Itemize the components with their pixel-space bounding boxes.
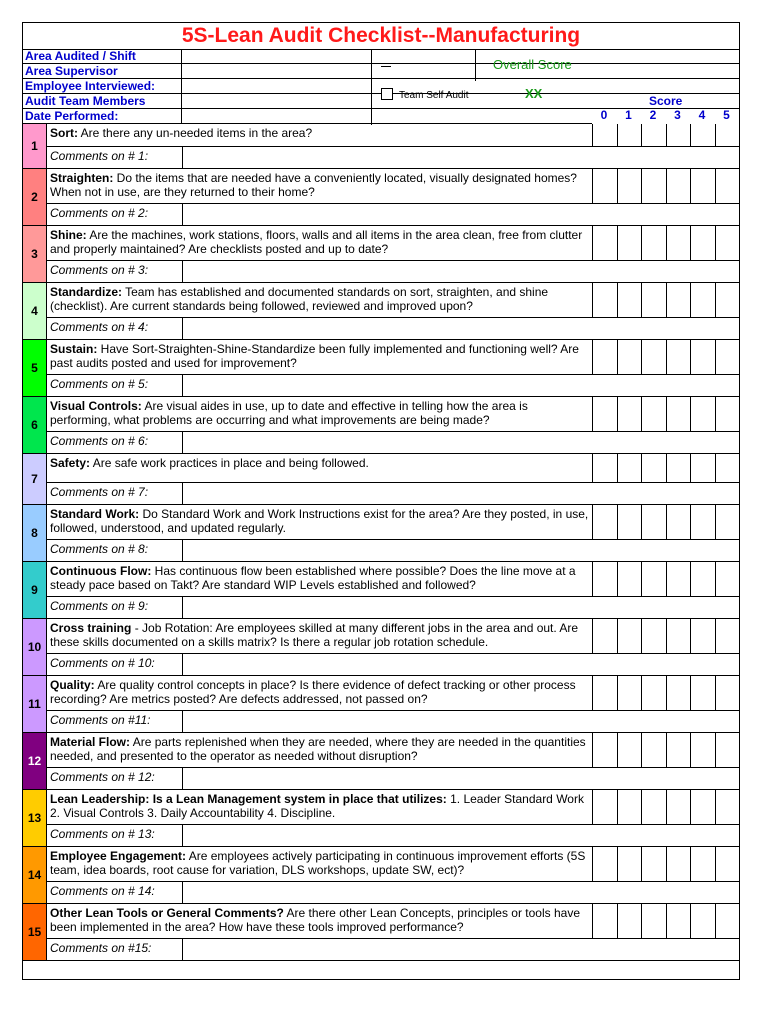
item-comment-input[interactable] [182, 939, 183, 960]
score-cell-border [592, 505, 593, 539]
score-cell-border [666, 226, 667, 260]
score-cell-border [690, 562, 691, 596]
score-cell-border [715, 619, 716, 653]
item-comment-label: Comments on # 10: [50, 656, 155, 670]
score-cell-border [592, 904, 593, 938]
item-question-text: 1. Leader Standard Work 2. Visual Controls 3. Daily Accountability 4. Discipline. [50, 792, 584, 820]
score-cell-border [617, 340, 618, 374]
item-number: 12 [23, 733, 47, 790]
item-question-title: Cross training [50, 621, 132, 635]
item-score-cells[interactable] [592, 124, 739, 147]
header-field-input[interactable] [181, 49, 372, 63]
item-number-divider [23, 283, 47, 340]
item-score-cells[interactable] [592, 733, 739, 768]
item-question [47, 226, 592, 261]
item-question-text: Are parts replenished when they are needed, where they are needed in the quantities needed, and presented to the operator as needed without disruption? [50, 735, 586, 763]
score-cell-border [617, 169, 618, 203]
score-cell-border [690, 124, 691, 146]
item-question-title: Shine: [50, 228, 87, 242]
item-number-divider [23, 619, 47, 676]
score-cell-border [690, 397, 691, 431]
score-cell-border [641, 226, 642, 260]
score-column-header: 2 [649, 108, 657, 122]
item-comment-input[interactable] [182, 483, 183, 504]
score-cell-border [690, 340, 691, 374]
score-cell-border [666, 562, 667, 596]
item-question-text: Are there other Lean Concepts, principles or tools have been implemented in the area? How have these tools improved performance? [50, 906, 581, 934]
score-cell-border [617, 790, 618, 824]
item-number: 7 [23, 454, 47, 505]
item-comment-input[interactable] [182, 825, 183, 846]
item-score-cells[interactable] [592, 904, 739, 939]
score-cell-border [617, 904, 618, 938]
score-cell-border [666, 169, 667, 203]
score-cell-border [690, 733, 691, 767]
item-comment-input[interactable] [182, 711, 183, 732]
item-number: 13 [23, 790, 47, 847]
item-question-text: Do Standard Work and Work Instructions exist for the area? Are they posted, in use, followed, understood, and updated regularly. [50, 507, 589, 535]
item-comment-row [47, 147, 739, 169]
score-cell-border [690, 619, 691, 653]
item-question-title: Lean Leadership: Is a Lean Management system in place that utilizes: [50, 792, 447, 806]
header-field-label: Audit Team Members [25, 94, 146, 108]
item-comment-row [47, 483, 739, 505]
item-question-title: Sustain: [50, 342, 98, 356]
item-comment-input[interactable] [182, 204, 183, 225]
item-question-title: Sort: [50, 126, 78, 140]
item-comment-row [47, 711, 739, 733]
item-score-cells[interactable] [592, 397, 739, 432]
header-field-input[interactable] [181, 109, 372, 123]
item-question [47, 124, 592, 147]
item-comment-label: Comments on # 3: [50, 263, 149, 277]
item-comment-label: Comments on # 6: [50, 434, 149, 448]
item-comment-row [47, 432, 739, 454]
score-column-header: 3 [674, 108, 681, 122]
item-comment-row [47, 825, 739, 847]
score-cell-border [641, 124, 642, 146]
item-number-divider [23, 226, 47, 283]
item-question-text: Are safe work practices in place and being followed. [90, 456, 369, 470]
overall-score-label: Overall Score [493, 57, 572, 72]
score-cell-border [617, 454, 618, 482]
item-question-title: Employee Engagement: [50, 849, 187, 863]
item-number: 10 [23, 619, 47, 676]
item-number: 9 [23, 562, 47, 619]
item-question-text: Team has established and documented standards on sort, straighten, and shine (checklist). Are current standards being followed, reviewed and improved upon? [50, 285, 549, 313]
score-cell-border [715, 169, 716, 203]
score-column-header: 0 [600, 108, 608, 122]
item-question [47, 847, 592, 882]
score-cell-border [690, 847, 691, 881]
header-field-input[interactable] [181, 94, 372, 108]
item-number: 8 [23, 505, 47, 562]
score-cell-border [666, 505, 667, 539]
score-cell-border [641, 454, 642, 482]
item-comment-row [47, 768, 739, 790]
item-comment-label: Comments on # 14: [50, 884, 155, 898]
score-cell-border [715, 124, 716, 146]
item-comment-input[interactable] [182, 540, 183, 561]
score-cell-border [666, 790, 667, 824]
item-comment-label: Comments on # 2: [50, 206, 149, 220]
item-number-divider [23, 733, 47, 790]
item-number: 1 [23, 124, 47, 169]
score-cell-border [690, 169, 691, 203]
audit-sheet [22, 22, 740, 980]
score-cell-border [666, 847, 667, 881]
score-cell-border [666, 733, 667, 767]
score-cell-border [666, 454, 667, 482]
item-score-cells[interactable] [592, 454, 739, 483]
item-number: 2 [23, 169, 47, 226]
item-comment-label: Comments on # 8: [50, 542, 149, 556]
item-comment-row [47, 597, 739, 619]
item-question [47, 904, 592, 939]
score-cell-border [641, 505, 642, 539]
score-cell-border [690, 505, 691, 539]
item-question [47, 619, 592, 654]
score-cell-border [715, 397, 716, 431]
item-comment-label: Comments on # 5: [50, 377, 149, 391]
header-field-input[interactable] [181, 64, 372, 78]
header-divider [371, 49, 372, 125]
item-comment-label: Comments on # 7: [50, 485, 149, 499]
item-comment-input[interactable] [182, 318, 183, 339]
item-comment-label: Comments on #11: [50, 713, 151, 727]
score-cell-border [617, 124, 618, 146]
item-comment-row [47, 882, 739, 904]
score-cell-border [666, 904, 667, 938]
item-comment-row [47, 540, 739, 562]
item-comment-row [47, 204, 739, 226]
item-number-divider [23, 397, 47, 454]
score-cell-border [617, 733, 618, 767]
item-comment-input[interactable] [182, 768, 183, 789]
item-comment-input[interactable] [182, 654, 183, 675]
item-question-text: - Job Rotation: Are employees skilled at many different jobs in the area and out. Are these skills documented on a skills matrix? Is there a regular job rotation schedule. [50, 621, 579, 649]
score-column-header: 5 [723, 108, 730, 122]
score-cell-border [641, 733, 642, 767]
item-question [47, 505, 592, 540]
score-cell-border [690, 283, 691, 317]
score-cell-border [617, 505, 618, 539]
team-self-audit-label: Team Self Audit [399, 90, 469, 101]
score-cell-border [592, 397, 593, 431]
item-score-cells[interactable] [592, 790, 739, 825]
item-comment-row [47, 939, 739, 961]
score-cell-border [641, 562, 642, 596]
score-cell-border [592, 847, 593, 881]
item-comment-row [47, 318, 739, 340]
item-question [47, 676, 592, 711]
item-question-text: Are there any un-needed items in the area? [78, 126, 313, 140]
score-cell-border [617, 397, 618, 431]
item-score-cells[interactable] [592, 340, 739, 375]
score-cell-border [715, 340, 716, 374]
score-cell-border [592, 733, 593, 767]
item-number-divider [23, 169, 47, 226]
item-comment-input[interactable] [182, 375, 183, 396]
score-cell-border [715, 847, 716, 881]
item-number-divider [23, 505, 47, 562]
item-score-cells[interactable] [592, 169, 739, 204]
header-divider [475, 49, 476, 81]
item-comment-input[interactable] [182, 882, 183, 903]
score-cell-border [641, 169, 642, 203]
score-cell-border [641, 619, 642, 653]
score-cell-border [690, 904, 691, 938]
item-comment-row [47, 375, 739, 397]
score-cell-border [715, 283, 716, 317]
score-cell-border [592, 790, 593, 824]
item-question-title: Standard Work: [50, 507, 140, 521]
score-cell-border [641, 283, 642, 317]
item-question [47, 733, 592, 768]
item-question-title: Safety: [50, 456, 91, 470]
score-cell-border [666, 397, 667, 431]
overall-score-value: XX [525, 86, 543, 101]
score-cell-border [715, 505, 716, 539]
score-cell-border [666, 619, 667, 653]
item-question-text: Are employees actively participating in continuous improvement efforts (5S team, idea boards, root cause for variation, DLS workshops, update SW, ect)? [50, 849, 586, 877]
score-cell-border [666, 283, 667, 317]
item-question [47, 283, 592, 318]
item-comment-label: Comments on # 4: [50, 320, 149, 334]
score-cell-border [641, 340, 642, 374]
item-score-cells[interactable] [592, 847, 739, 882]
item-comment-input[interactable] [182, 432, 183, 453]
item-question-title: Continuous Flow: [50, 564, 152, 578]
score-cell-border [666, 124, 667, 146]
score-cell-border [592, 340, 593, 374]
header-field-input[interactable] [181, 79, 372, 93]
item-number: 11 [23, 676, 47, 733]
item-question-text: Have Sort-Straighten-Shine-Standardize been fully implemented and functioning well? Are past audits posted and used for improvement? [50, 342, 579, 370]
item-comment-row [47, 261, 739, 283]
item-score-cells[interactable] [592, 226, 739, 261]
page-title: 5S-Lean Audit Checklist--Manufacturing [23, 23, 739, 50]
item-question-title: Other Lean Tools or General Comments? [50, 906, 284, 920]
score-cell-border [617, 847, 618, 881]
item-question [47, 340, 592, 375]
score-cell-border [715, 454, 716, 482]
item-question-text: Are the machines, work stations, floors, walls and all items in the area clean, free from clutter and properly maintained? Are checklists posted and up to date? [50, 228, 583, 256]
item-number: 5 [23, 340, 47, 397]
header-field-label: Employee Interviewed: [25, 79, 156, 93]
checkbox-row-placeholder [381, 61, 391, 73]
item-number-divider [23, 454, 47, 505]
score-cell-border [617, 562, 618, 596]
item-number: 14 [23, 847, 47, 904]
score-cell-border [617, 226, 618, 260]
item-question-title: Material Flow: [50, 735, 131, 749]
item-question-title: Standardize: [50, 285, 123, 299]
score-cell-border [641, 847, 642, 881]
item-score-cells[interactable] [592, 283, 739, 318]
item-question-text: Do the items that are needed have a conveniently located, visually designated homes? When not in use, are they returned to their home? [50, 171, 577, 199]
score-cell-border [641, 904, 642, 938]
score-label: Score [649, 94, 683, 108]
item-question-title: Straighten: [50, 171, 114, 185]
item-comment-input[interactable] [182, 261, 183, 282]
item-number-divider [23, 904, 47, 961]
score-cell-border [715, 226, 716, 260]
score-cell-border [592, 676, 593, 710]
team-self-audit-row[interactable] [381, 88, 468, 102]
score-cell-border [592, 283, 593, 317]
item-question [47, 169, 592, 204]
header-field-label: Area Audited / Shift [25, 49, 136, 63]
item-comment-label: Comments on # 1: [50, 149, 149, 163]
item-number-divider [23, 676, 47, 733]
item-score-cells[interactable] [592, 676, 739, 711]
score-cell-border [715, 676, 716, 710]
score-cell-border [592, 454, 593, 482]
item-comment-label: Comments on # 9: [50, 599, 149, 613]
score-cell-border [617, 283, 618, 317]
item-question-title: Quality: [50, 678, 95, 692]
score-cell-border [690, 226, 691, 260]
item-score-cells[interactable] [592, 619, 739, 654]
item-number: 15 [23, 904, 47, 961]
item-comment-input[interactable] [182, 147, 183, 168]
score-cell-border [690, 676, 691, 710]
item-question-text: Are visual aides in use, up to date and effective in telling how the area is performing, what problems are occurring and what improvements are being made? [50, 399, 528, 427]
item-number: 6 [23, 397, 47, 454]
score-cell-border [641, 397, 642, 431]
item-number-divider [23, 124, 47, 169]
header-field-label: Date Performed: [25, 109, 119, 123]
score-cell-border [592, 124, 593, 146]
item-comment-label: Comments on #15: [50, 941, 152, 955]
item-question-text: Has continuous flow been established where possible? Does the line move at a steady pace based on Takt? Are standard WIP Levels established and followed? [50, 564, 576, 592]
score-cell-border [690, 790, 691, 824]
score-cell-border [641, 790, 642, 824]
team-self-audit-checkbox[interactable] [381, 88, 393, 100]
score-cell-border [617, 619, 618, 653]
score-cell-border [666, 676, 667, 710]
item-comment-row [47, 654, 739, 676]
item-number: 3 [23, 226, 47, 283]
item-question-title: Visual Controls: [50, 399, 142, 413]
score-cell-border [592, 226, 593, 260]
item-number-divider [23, 340, 47, 397]
score-cell-border [617, 676, 618, 710]
item-number-divider [23, 562, 47, 619]
item-comment-input[interactable] [182, 597, 183, 618]
score-cell-border [715, 733, 716, 767]
item-question [47, 562, 592, 597]
item-question [47, 454, 592, 483]
score-cell-border [715, 562, 716, 596]
header-field-label: Area Supervisor [25, 64, 118, 78]
item-question [47, 790, 592, 825]
item-number-divider [23, 790, 47, 847]
item-comment-label: Comments on # 13: [50, 827, 155, 841]
score-column-header: 4 [698, 108, 706, 122]
score-cell-border [641, 676, 642, 710]
score-column-header: 1 [625, 108, 632, 122]
item-question [47, 397, 592, 432]
score-cell-border [715, 904, 716, 938]
item-score-cells[interactable] [592, 505, 739, 540]
header-field-row [23, 109, 592, 124]
item-number: 4 [23, 283, 47, 340]
score-cell-border [592, 619, 593, 653]
score-cell-border [592, 562, 593, 596]
score-cell-border [690, 454, 691, 482]
score-cell-border [715, 790, 716, 824]
score-cell-border [666, 340, 667, 374]
item-question-text: Are quality control concepts in place? Is there evidence of defect tracking or other process recording? Are metrics posted? Are defects addressed, not passed on? [50, 678, 576, 706]
item-comment-label: Comments on # 12: [50, 770, 155, 784]
item-score-cells[interactable] [592, 562, 739, 597]
item-number-divider [23, 847, 47, 904]
score-cell-border [592, 169, 593, 203]
